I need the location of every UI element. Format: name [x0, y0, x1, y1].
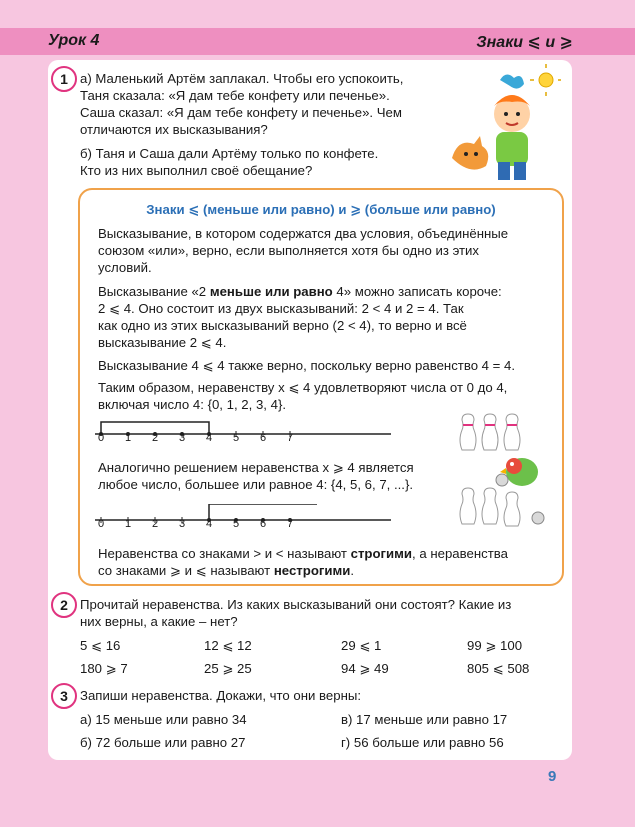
nl2-label-1: 1: [125, 518, 132, 530]
rule-p1-line-3: условий.: [98, 260, 152, 275]
number-line-greater-equal: [95, 504, 395, 534]
nl2-label-0: 0: [98, 518, 105, 530]
rule-p2-end: 4» можно записать короче:: [332, 284, 502, 299]
number-line-less-equal: [95, 418, 395, 448]
ineq-4: 99 ⩾ 100: [467, 638, 523, 653]
nl2-label-5: 5: [233, 518, 240, 530]
ineq-2: 12 ⩽ 12: [204, 638, 252, 653]
task-1b-line-1: б) Таня и Саша дали Артёму только по конфете.: [80, 146, 379, 161]
rule-p6-line2-end: .: [350, 563, 355, 578]
nl2-label-4: 4: [206, 518, 213, 530]
rule-p5-line-1: Аналогично решением неравенства x ⩾ 4 является: [98, 460, 414, 475]
rule-p6-line-2: [98, 563, 552, 580]
rule-p1-line-1: Высказывание, в котором содержатся два условия, объединённые: [98, 226, 509, 241]
rule-p6-bold: строгими: [350, 546, 413, 561]
nl1-label-0: 0: [98, 432, 105, 444]
rule-p2-line-3: как одно из этих высказываний верно (2 < 4), то верно и всё: [98, 318, 467, 333]
boy-with-cat-illustration: [442, 62, 562, 182]
rule-p5-line-2: любое число, большее или равное 4: {4, 5, 6, 7, ...}.: [98, 477, 414, 492]
task-3-number: 3: [51, 683, 77, 709]
nl2-label-2: 2: [152, 518, 159, 530]
task-3-item-b: б) 72 больше или равно 27: [80, 735, 246, 750]
nl1-label-7: 7: [287, 432, 294, 444]
nl2-label-3: 3: [179, 518, 186, 530]
rule-p6-line2-bold: нестрогими: [273, 563, 351, 578]
ineq-1: 5 ⩽ 16: [80, 638, 121, 653]
rule-p6-end: , а неравенства: [412, 546, 508, 561]
ineq-6: 25 ⩾ 25: [204, 661, 252, 676]
skittles-parrot-illustration: [458, 408, 550, 530]
ineq-3: 29 ⩽ 1: [341, 638, 382, 653]
page-number: 9: [548, 768, 557, 785]
nl1-label-1: 1: [125, 432, 132, 444]
task-1-number: 1: [51, 66, 77, 92]
task-2-line-1: Прочитай неравенства. Из каких высказываний они состоят? Какие из: [80, 597, 512, 612]
task-3-item-g: г) 56 больше или равно 56: [341, 735, 504, 750]
rule-p4-line-2: включая число 4: {0, 1, 2, 3, 4}.: [98, 397, 287, 412]
nl2-label-7: 7: [287, 518, 294, 530]
task-1b-line-2: Кто из них выполнил своё обещание?: [80, 163, 313, 178]
nl1-label-4: 4: [206, 432, 213, 444]
rule-p3: Высказывание 4 ⩽ 4 также верно, поскольку верно равенство 4 = 4.: [98, 358, 516, 373]
nl1-label-6: 6: [260, 432, 267, 444]
rule-p2-line-1: [98, 284, 552, 301]
rule-title: Знаки ⩽ (меньше или равно) и ⩾ (больше или равно): [146, 202, 496, 217]
nl2-label-6: 6: [260, 518, 267, 530]
rule-p2-bold: меньше или равно: [209, 284, 333, 299]
task-1a-line-4: отличаются их высказывания?: [80, 122, 268, 137]
task-1a-line-3: Саша сказал: «Я дам тебе конфету и печенье». Чем: [80, 105, 402, 120]
rule-p6-line2-start: со знаками ⩾ и ⩽ называют: [98, 563, 274, 578]
nl1-label-3: 3: [179, 432, 186, 444]
rule-p6-line-1: [98, 546, 552, 563]
task-2-line-2: них верны, а какие – нет?: [80, 614, 238, 629]
rule-p6-start: Неравенства со знаками > и < называют: [98, 546, 351, 561]
rule-p2-line-4: высказывание 2 ⩽ 4.: [98, 335, 227, 350]
lesson-title: Урок 4: [48, 32, 100, 49]
task-1a-line-2: Таня сказала: «Я дам тебе конфету или печенье».: [80, 88, 390, 103]
task-3-item-v: в) 17 меньше или равно 17: [341, 712, 508, 727]
rule-p2-start: Высказывание «2: [98, 284, 210, 299]
task-1a-line-1: а) Маленький Артём заплакал. Чтобы его успокоить,: [80, 71, 404, 86]
nl1-label-5: 5: [233, 432, 240, 444]
rule-p1-line-2: союзом «или», верно, если выполняется хотя бы одно из этих: [98, 243, 480, 258]
ineq-5: 180 ⩾ 7: [80, 661, 128, 676]
ineq-7: 94 ⩾ 49: [341, 661, 389, 676]
task-3-item-a: а) 15 меньше или равно 34: [80, 712, 247, 727]
topic-title: Знаки ⩽ и ⩾: [476, 34, 573, 51]
rule-p4-line-1: Таким образом, неравенству x ⩽ 4 удовлетворяют числа от 0 до 4,: [98, 380, 508, 395]
rule-p2-line-2: 2 ⩽ 4. Оно состоит из двух высказываний: 2 < 4 и 2 = 4. Так: [98, 301, 464, 316]
nl1-label-2: 2: [152, 432, 159, 444]
task-2-number: 2: [51, 592, 77, 618]
header-bar: [0, 28, 635, 55]
ineq-8: 805 ⩽ 508: [467, 661, 530, 676]
task-3-title: Запиши неравенства. Докажи, что они верны:: [80, 688, 362, 703]
